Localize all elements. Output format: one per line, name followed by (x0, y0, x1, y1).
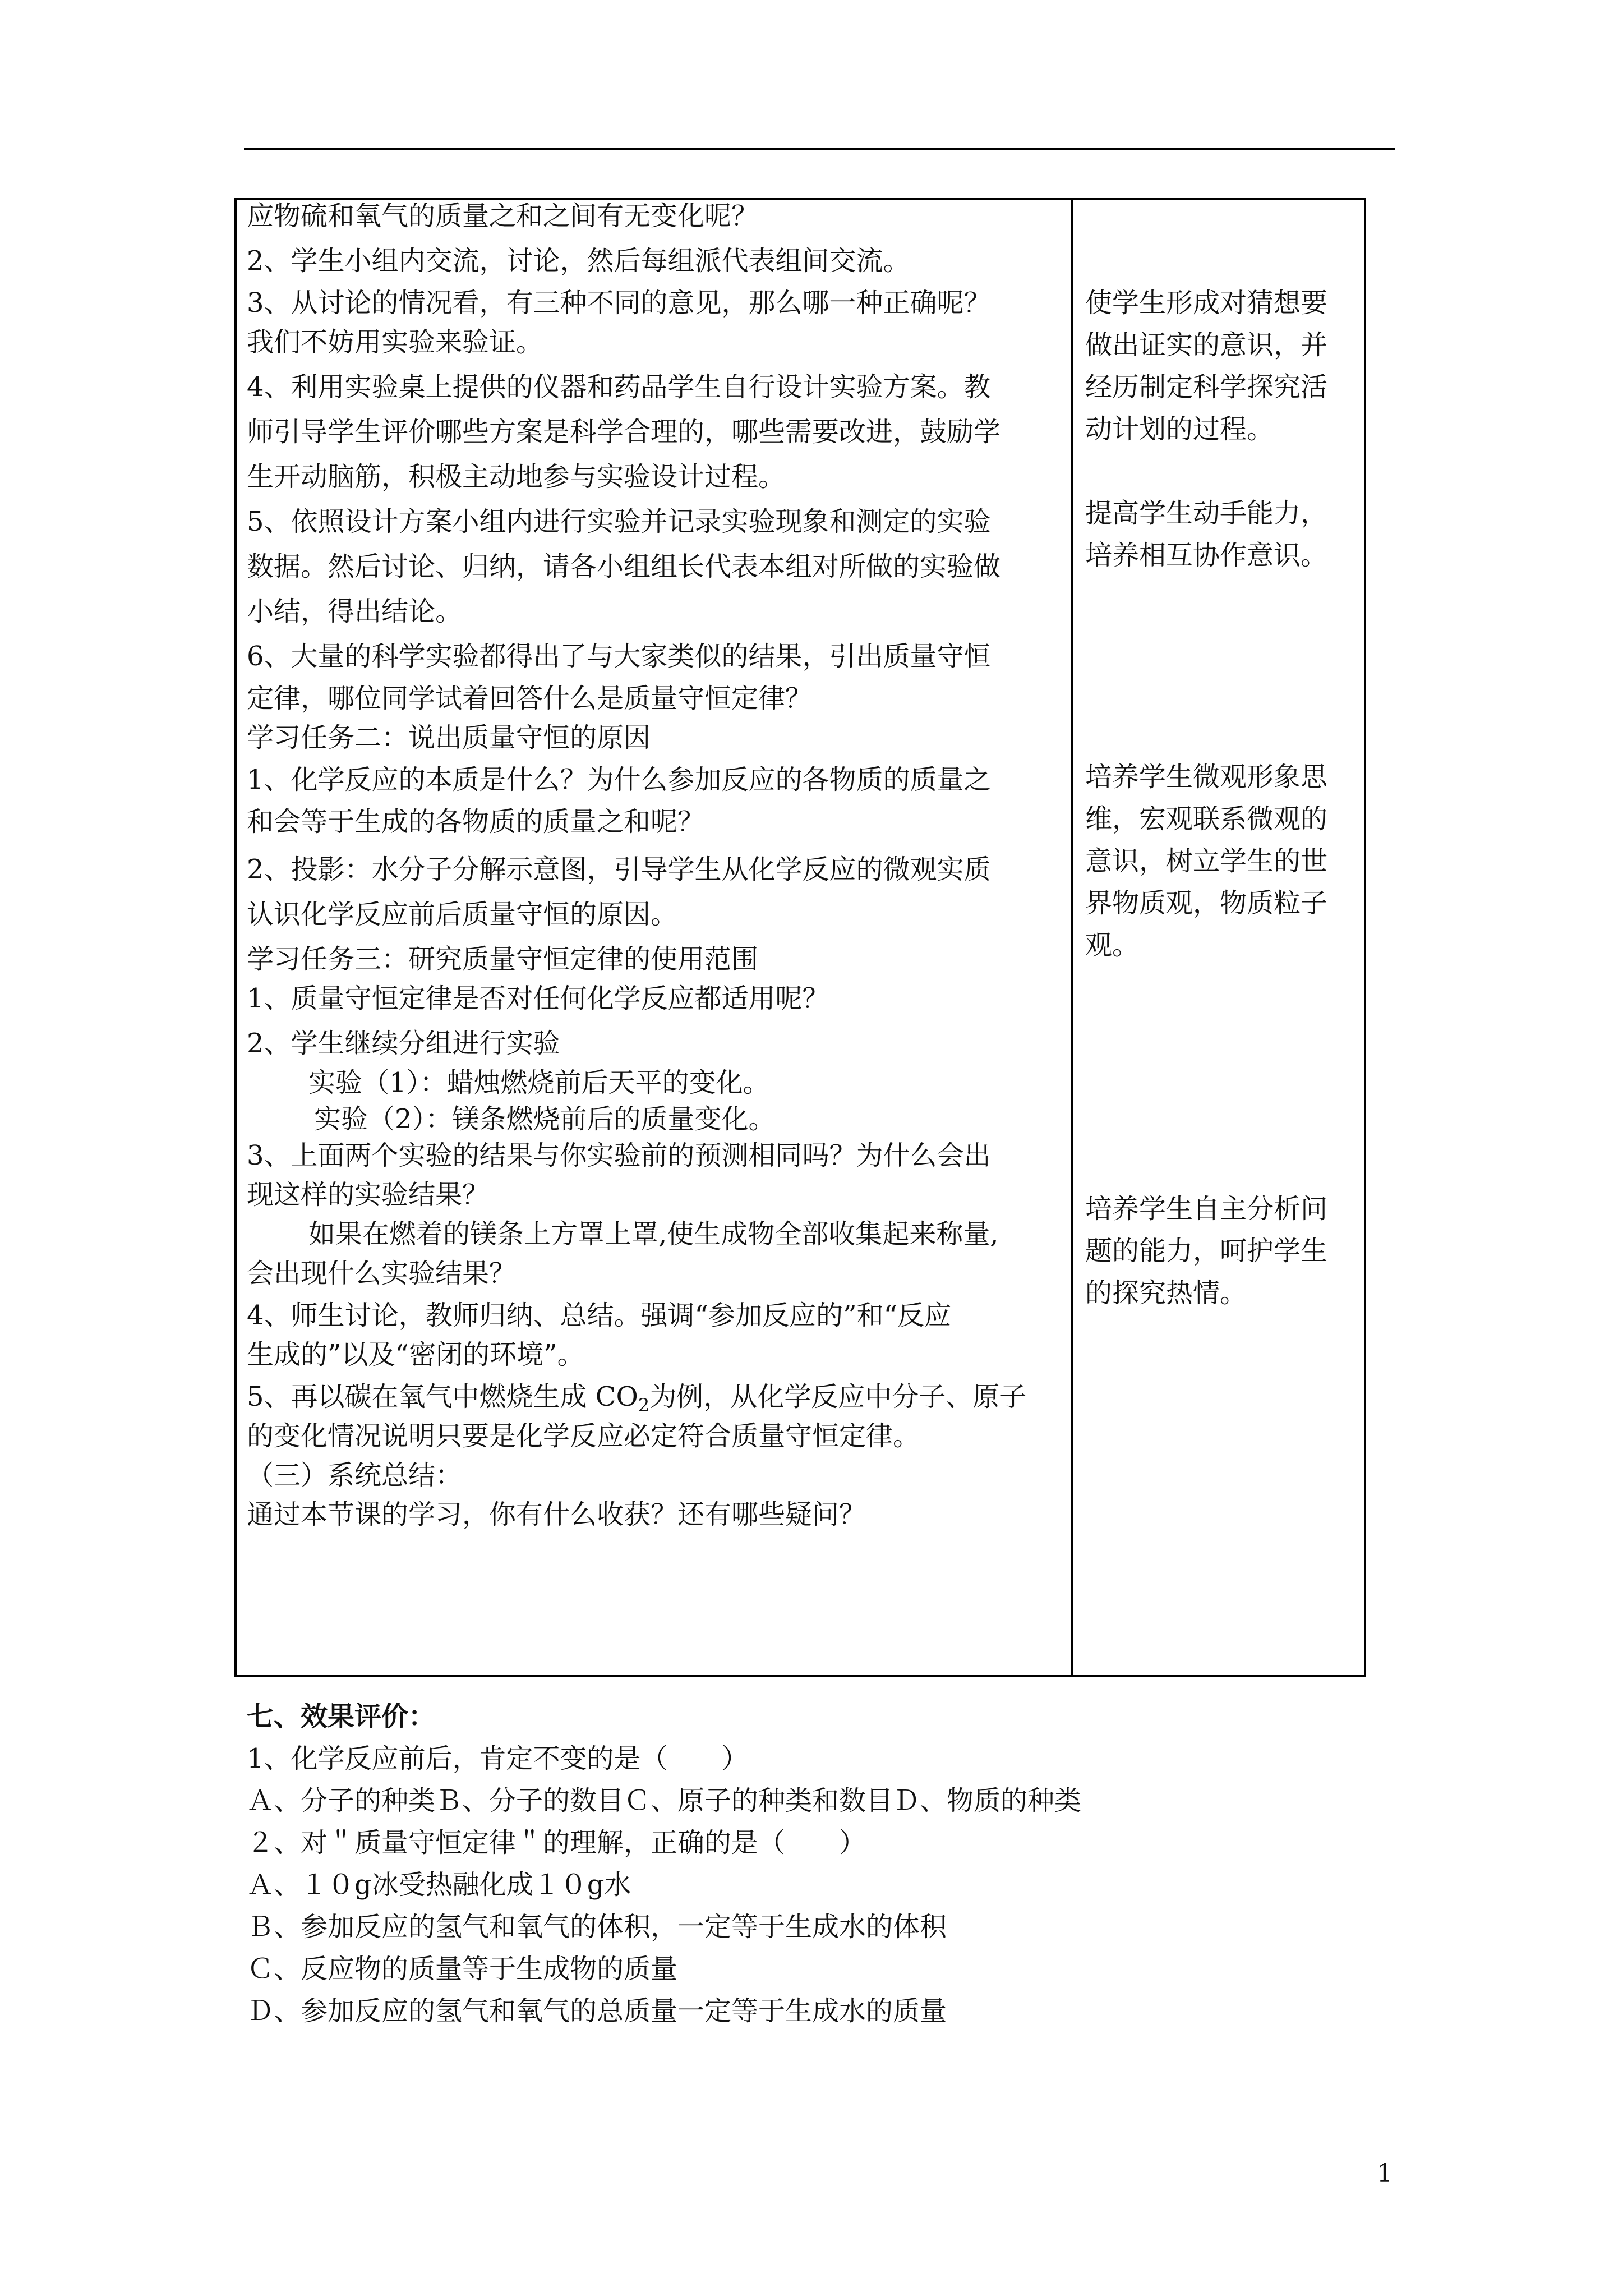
intent-line: 做出证实的意识，并 (1085, 329, 1328, 361)
intent-line: 意识，树立学生的世 (1085, 845, 1328, 877)
page-number: 1 (1377, 2159, 1393, 2188)
question-option: Ａ、１０g冰受热融化成１０g水 (247, 1869, 631, 1901)
intent-line: 提高学生动手能力， (1085, 498, 1328, 529)
process-line: 小结，得出结论。 (247, 596, 463, 627)
header-rule (244, 148, 1395, 150)
co2-subscript: 2 (638, 1395, 650, 1416)
task-heading: 学习任务二：说出质量守恒的原因 (247, 722, 651, 753)
intent-line: 培养学生微观形象思 (1085, 761, 1328, 793)
intent-line: 使学生形成对猜想要 (1085, 287, 1328, 319)
process-line: 生开动脑筋，积极主动地参与实验设计过程。 (247, 461, 786, 493)
process-line: 2、学生继续分组进行实验 (247, 1028, 560, 1059)
process-line: 如果在燃着的镁条上方罩上罩,使生成物全部收集起来称量, (308, 1218, 999, 1250)
task-heading: 学习任务三：研究质量守恒定律的使用范围 (247, 944, 759, 975)
process-line: 1、质量守恒定律是否对任何化学反应都适用呢？ (247, 983, 829, 1014)
process-line: 我们不妨用实验来验证。 (247, 326, 543, 358)
co2-line-tail: 为例，从化学反应中分子、原子 (649, 1381, 1027, 1412)
process-line: 会出现什么实验结果？ (247, 1258, 517, 1289)
experiment-line: 实验（1）：蜡烛燃烧前后天平的变化。 (308, 1067, 770, 1098)
process-line: 3、上面两个实验的结果与你实验前的预测相同吗？为什么会出 (247, 1140, 991, 1171)
process-line: 认识化学反应前后质量守恒的原因。 (247, 899, 678, 930)
table-column-divider (1071, 198, 1073, 1677)
intent-line: 培养相互协作意识。 (1085, 540, 1328, 571)
process-line: 的变化情况说明只要是化学反应必定符合质量守恒定律。 (247, 1420, 920, 1452)
process-line: 师引导学生评价哪些方案是科学合理的，哪些需要改进，鼓励学 (247, 416, 1001, 448)
intent-line: 题的能力，呵护学生 (1085, 1235, 1328, 1267)
question-option: Ｂ、参加反应的氢气和氧气的体积，一定等于生成水的体积 (247, 1911, 947, 1943)
intent-line: 观。 (1085, 930, 1140, 961)
question-option: Ａ、分子的种类Ｂ、分子的数目Ｃ、原子的种类和数目Ｄ、物质的种类 (247, 1785, 1082, 1816)
intent-line: 动计划的过程。 (1085, 413, 1274, 445)
process-line: 1、化学反应的本质是什么？为什么参加反应的各物质的质量之 (247, 764, 991, 795)
process-line: 和会等于生成的各物质的质量之和呢？ (247, 806, 705, 838)
experiment-line: 实验（2）：镁条燃烧前后的质量变化。 (314, 1103, 776, 1135)
process-line: 6、大量的科学实验都得出了与大家类似的结果，引出质量守恒 (247, 641, 991, 672)
co2-line (247, 1380, 1026, 1422)
question-line: 1、化学反应前后，肯定不变的是（ ） (247, 1743, 749, 1774)
process-line: 2、投影：水分子分解示意图，引导学生从化学反应的微观实质 (247, 854, 991, 885)
process-line: 3、从讨论的情况看，有三种不同的意见，那么哪一种正确呢？ (247, 287, 991, 319)
process-line: 通过本节课的学习，你有什么收获？还有哪些疑问？ (247, 1499, 866, 1530)
process-line: 应物硫和氧气的质量之和之间有无变化呢？ (247, 200, 759, 232)
intent-line: 界物质观，物质粒子 (1085, 887, 1328, 919)
process-line: 4、师生讨论，教师归纳、总结。强调“参加反应的”和“反应 (247, 1300, 952, 1331)
process-line: 4、利用实验桌上提供的仪器和药品学生自行设计实验方案。教 (247, 371, 991, 403)
question-option: Ｃ、反应物的质量等于生成物的质量 (247, 1953, 678, 1985)
process-line: 数据。然后讨论、归纳，请各小组组长代表本组对所做的实验做 (247, 551, 1001, 582)
intent-line: 经历制定科学探究活 (1085, 371, 1328, 403)
process-line: 5、依照设计方案小组内进行实验并记录实验现象和测定的实验 (247, 506, 991, 537)
question-option: Ｄ、参加反应的氢气和氧气的总质量一定等于生成水的质量 (247, 1995, 947, 2027)
question-line: ２、对＂质量守恒定律＂的理解，正确的是（ ） (247, 1827, 866, 1858)
intent-line: 的探究热情。 (1085, 1277, 1247, 1309)
co2-line-head: 5、再以碳在氧气中燃烧生成 CO (247, 1381, 638, 1412)
process-line: 定律，哪位同学试着回答什么是质量守恒定律？ (247, 683, 813, 714)
section-heading: （三）系统总结： (247, 1460, 463, 1491)
process-line: 2、学生小组内交流，讨论，然后每组派代表组间交流。 (247, 245, 910, 277)
evaluation-heading: 七、效果评价： (247, 1701, 436, 1732)
intent-line: 维，宏观联系微观的 (1085, 803, 1328, 835)
process-line: 生成的”以及“密闭的环境”。 (247, 1339, 584, 1370)
process-line: 现这样的实验结果？ (247, 1179, 490, 1211)
intent-line: 培养学生自主分析问 (1085, 1193, 1328, 1225)
